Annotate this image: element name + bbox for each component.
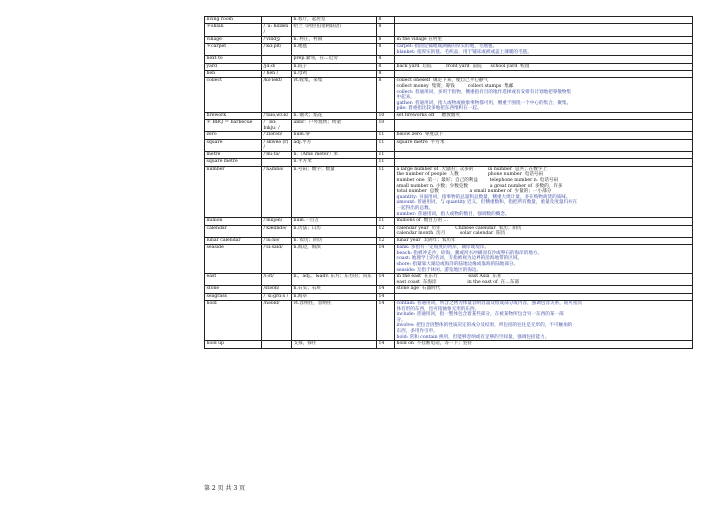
phonetic-cell: / ˈ bɑː bɪkjuː / xyxy=(262,120,292,132)
note-line: calendar year 历年 Chinese calendar 农历；阴历 xyxy=(396,225,522,231)
phonetic-cell: /ˈsiːsaɪd/ xyxy=(262,245,292,274)
notes-cell xyxy=(395,112,693,119)
unit-cell: 11 xyxy=(377,152,395,159)
table-row xyxy=(205,112,693,119)
word-cell: lunar calendar xyxy=(205,237,262,244)
word-cell: village xyxy=(205,36,262,43)
word-cell: hold up xyxy=(205,341,262,348)
note-line: carpet: 指固定铺地或满铺的厚实的地，毛地毯。 xyxy=(396,43,498,49)
note-line: a large number of 大量的；众多的 in number 总共；在数字上 xyxy=(396,166,548,172)
phonetic-cell: /kəˈlekt/ xyxy=(262,78,292,113)
unit-cell: 14 xyxy=(377,301,395,341)
unit-cell: 11 xyxy=(377,139,395,151)
unit-cell: 14 xyxy=(377,286,395,293)
notes-cell xyxy=(395,293,693,300)
unit-cell: 8 xyxy=(377,17,395,24)
phonetic-cell xyxy=(262,341,292,348)
phonetic-cell: / ˈsiːgrɑːs / xyxy=(262,293,292,300)
word-cell: firework xyxy=(205,112,262,119)
note-line: number: 普通用词，指人或物的数目，强调数的概念。 xyxy=(396,211,510,217)
phonetic-cell: /ˈkɑːpɪt/ xyxy=(262,43,292,55)
note-line: in the east 在东方 east Asia 东亚 xyxy=(396,274,502,280)
phonetic-cell: /ˈluːnə/ xyxy=(262,237,292,244)
note-line: amount: 普通用词，与 quantity 近义，但侧重数和，指把所有数量，重量及度量归并在 xyxy=(396,200,578,206)
note-line: hold on 不挂断电话，等一下；坚持 xyxy=(396,341,472,347)
meaning-cell: adj.平方 xyxy=(292,139,377,151)
meaning-cell: prep.紧邻，在…近旁 xyxy=(292,56,377,63)
unit-cell: 8 xyxy=(377,43,395,55)
meaning-cell: abbr：户外烧烤；烤架 xyxy=(292,120,377,132)
notes-cell xyxy=(395,17,693,24)
note-line: 中起来。 xyxy=(396,95,415,101)
notes-cell xyxy=(395,78,693,113)
unit-cell: 8 xyxy=(377,24,395,36)
phonetic-cell: /həʊld/ xyxy=(262,301,292,341)
note-line: small number n. 小数；少数克数 a great number of 多数的，许多 xyxy=(396,183,563,189)
meaning-cell: n.平方米 xyxy=(292,159,377,166)
meaning-cell: n.（AmE meter）米 xyxy=(292,152,377,159)
page-footer: 第 2 页 共 3 页 xyxy=(204,485,246,492)
word-cell: next to xyxy=(205,56,262,63)
phonetic-cell: / ˈa: hɑlæn / xyxy=(262,24,292,36)
table-row xyxy=(205,293,693,300)
table-row xyxy=(205,24,693,36)
table-row xyxy=(205,245,693,274)
table-row xyxy=(205,139,693,151)
meaning-cell: 支撑，撑住 xyxy=(292,341,377,348)
notes-cell xyxy=(395,63,693,70)
word-cell: east xyxy=(205,274,262,286)
phonetic-cell xyxy=(262,17,292,24)
note-line: blanket: 指厚实的毯、毛织品，用于铺床或被或盖上薄暖的毛毯。 xyxy=(396,49,532,55)
table-row xyxy=(205,152,693,159)
table-row xyxy=(205,63,693,70)
notes-cell xyxy=(395,70,693,77)
note-line: contain: 普通用词，所含之物为体量容纳容量及组成部分或内容，强调包容关系，既可指具 xyxy=(396,301,583,307)
unit-cell: 11 xyxy=(377,159,395,166)
unit-cell: 11 xyxy=(377,218,395,225)
phonetic-cell xyxy=(262,159,292,166)
unit-cell: 14 xyxy=(377,245,395,274)
word-cell: yard xyxy=(205,63,262,70)
phonetic-cell: /ˈmɪljən/ xyxy=(262,218,292,225)
note-line: seaside: 无指于休闲、游览地区的海边。 xyxy=(396,267,482,273)
phonetic-cell: /iːst/ xyxy=(262,274,292,286)
meaning-cell: n.院子 xyxy=(292,63,377,70)
note-line: bank: 多指有一定坡度的河岸，湖岸或堤岸。 xyxy=(396,245,490,251)
notes-cell xyxy=(395,274,693,286)
notes-cell xyxy=(395,152,693,159)
phonetic-cell: /jɑːd/ xyxy=(262,63,292,70)
word-cell: ＊carpet xyxy=(205,43,262,55)
word-cell: zero xyxy=(205,132,262,139)
unit-cell: 11 xyxy=(377,166,395,217)
table-row xyxy=(205,70,693,77)
meaning-cell: n.客厅，起居室 xyxy=(292,17,377,24)
meaning-cell: n.地毯 xyxy=(292,43,377,55)
word-cell: living room xyxy=(205,17,262,24)
unit-cell: 12 xyxy=(377,225,395,237)
table-row xyxy=(205,286,693,293)
word-cell: collect xyxy=(205,78,262,113)
note-line: involve: 把包含因整体的性质决定的成分及结果，所包括的往往是无形的，不可触加的 xyxy=(396,323,573,329)
phonetic-cell: /ˈvɪlɪdʒ/ xyxy=(262,36,292,43)
note-line: pile: 着重指比较多地把东西堆积在一起。 xyxy=(396,106,482,112)
note-line: in the village 在村里 xyxy=(396,36,443,42)
table-row xyxy=(205,120,693,132)
notes-cell xyxy=(395,218,693,225)
notes-cell xyxy=(395,139,693,151)
word-cell: square metre xyxy=(205,159,262,166)
unit-cell: 8 xyxy=(377,63,395,70)
notes-cell xyxy=(395,166,693,217)
unit-cell: 14 xyxy=(377,274,395,286)
table-row xyxy=(205,237,693,244)
word-cell: seaside xyxy=(205,245,262,274)
notes-cell xyxy=(395,159,693,166)
word-cell: calendar xyxy=(205,225,262,237)
word-cell: million xyxy=(205,218,262,225)
note-line: 分。 xyxy=(396,317,406,323)
unit-cell: 8 xyxy=(377,56,395,63)
note-line: below zero 零度以下 xyxy=(396,132,444,138)
meaning-cell: n.历法；日历 xyxy=(292,225,377,237)
meaning-cell: n. 烟火；焰花 xyxy=(292,112,377,119)
note-line: stone age 石器时代 xyxy=(396,286,441,292)
notes-cell xyxy=(395,43,693,55)
notes-cell xyxy=(395,245,693,274)
meaning-cell: n.号码；数字；数量 xyxy=(292,166,377,217)
note-line: 体有形的东西，也可指抽象无形的东西。 xyxy=(396,306,480,312)
phonetic-cell: /ˈmiːtə/ xyxy=(262,152,292,159)
notes-cell xyxy=(395,36,693,43)
note-line: beach: 指被冲走沙，碎海，潮或河水冲刷而有沙或卵石的海岸的地方。 xyxy=(396,250,543,256)
phonetic-cell: / skweə (r) / xyxy=(262,139,292,151)
word-cell: hen xyxy=(205,70,262,77)
word-cell: square xyxy=(205,139,262,151)
note-line: quantity: 书面用词，指事物的总量和总数量，侧重大批计量，多在购物商货的质味。 xyxy=(396,194,571,200)
meaning-cell: num.一百万 xyxy=(292,218,377,225)
note-line: set fireworks off 燃放烟火 xyxy=(396,112,461,118)
meaning-cell: n.母鸡 xyxy=(292,70,377,77)
meaning-cell: num.零 xyxy=(292,132,377,139)
notes-cell xyxy=(395,24,693,36)
unit-cell: 11 xyxy=(377,132,395,139)
notes-cell xyxy=(395,341,693,348)
note-line: total number 总数 a small number of 少量的；一小部分 xyxy=(396,189,552,195)
phonetic-cell: /ˈfaɪəˌwɜːk/ xyxy=(262,112,292,119)
notes-cell xyxy=(395,286,693,293)
note-line: lunar year 太阴年；农历年 xyxy=(396,237,456,243)
table-row xyxy=(205,36,693,43)
unit-cell: 8 xyxy=(377,70,395,77)
note-line: number one 第一；最好；自己的利益 telephone number n. 电话号码 xyxy=(396,178,559,184)
table-row xyxy=(205,78,693,113)
word-cell: hold xyxy=(205,301,262,341)
note-line: square metre 平方米 xyxy=(396,139,445,145)
meaning-cell: n.，adj.，&adv. 东方；东方的；向东 xyxy=(292,274,377,286)
word-cell: number xyxy=(205,166,262,217)
note-line: the number of people 人数 phone number 电话号码 xyxy=(396,172,544,178)
notes-cell xyxy=(395,225,693,237)
note-line: collect oneself 镇定下来，使自己平心静气 xyxy=(396,78,489,84)
vocabulary-table-body xyxy=(205,17,693,349)
note-line: hold: 常和 contain 换用，但能够容纳或有足够的空间量，强调包括能力。 xyxy=(396,334,550,340)
word-cell: seagrass xyxy=(205,293,262,300)
unit-cell: 10 xyxy=(377,112,395,119)
note-line: back yard 后院 front yard 前院 school yard 校园 xyxy=(396,63,530,69)
word-cell: ＊ BBQ ＝ barbecue xyxy=(205,120,262,132)
notes-cell xyxy=(395,237,693,244)
unit-cell: 8 xyxy=(377,36,395,43)
table-row xyxy=(205,225,693,237)
phonetic-cell: /ˈnʌmbə/ xyxy=(262,166,292,217)
table-row xyxy=(205,132,693,139)
note-line: east coast 东海岸 in the east of 在…东部 xyxy=(396,279,520,285)
unit-cell: 12 xyxy=(377,237,395,244)
unit-cell: 14 xyxy=(377,293,395,300)
table-row xyxy=(205,159,693,166)
note-line: calendar month 历月 solar calendar 阳历 xyxy=(396,231,506,237)
notes-cell xyxy=(395,301,693,341)
note-line: millions of 数百万的 … xyxy=(396,218,449,224)
notes-cell xyxy=(395,132,693,139)
phonetic-cell: /ˈkælɪndə/ xyxy=(262,225,292,237)
note-line: collect: 普通用词，多用于指物，侧重指有目的地作选择或有安排有计划地把零散物集 xyxy=(396,89,572,95)
table-row xyxy=(205,43,693,55)
meaning-cell: 哈兰（阿拉伯语阿联语） xyxy=(292,24,377,36)
meaning-cell: n.海边，海滨 xyxy=(292,245,377,274)
note-line: gather: 普通用词，指人或物或抽象事物都可用，侧重于围绕一个中心的集合，聚集。 xyxy=(396,100,572,106)
note-line: collect money 集资；筹钱 collect stamps 集邮 xyxy=(396,83,514,89)
table-row xyxy=(205,56,693,63)
table-row xyxy=(205,341,693,348)
meaning-cell: n. 农历；阴历 xyxy=(292,237,377,244)
note-line: coast: 地理学上的名词，专指被视为边界的沿海地带的区域。 xyxy=(396,256,523,262)
unit-cell: 8 xyxy=(377,78,395,113)
note-line: shore: 指紧靠大湖边或海洋的陆地边缘或靠海的陆地部分。 xyxy=(396,261,519,267)
unit-cell: 10 xyxy=(377,120,395,132)
word-cell: ＊shlan xyxy=(205,24,262,36)
meaning-cell: vt.收集，采集 xyxy=(292,78,377,113)
meaning-cell: n.海草 xyxy=(292,293,377,300)
phonetic-cell xyxy=(262,56,292,63)
phonetic-cell: /stəʊn/ xyxy=(262,286,292,293)
table-row xyxy=(205,274,693,286)
note-line: 东西，多用作引申。 xyxy=(396,329,438,335)
meaning-cell: n. 村庄，村镇 xyxy=(292,36,377,43)
word-cell: metre xyxy=(205,152,262,159)
vocabulary-table xyxy=(204,16,693,349)
table-row xyxy=(205,166,693,217)
unit-cell: 14 xyxy=(377,341,395,348)
meaning-cell: vt.容纳住，容纳住 xyxy=(292,301,377,341)
meaning-cell: n.石头；石块 xyxy=(292,286,377,293)
notes-cell xyxy=(395,56,693,63)
note-line: 一起得出的总数。 xyxy=(396,205,434,211)
table-row xyxy=(205,301,693,341)
phonetic-cell: /ˈzɪərəʊ/ xyxy=(262,132,292,139)
word-cell: stone xyxy=(205,286,262,293)
phonetic-cell: / hen / xyxy=(262,70,292,77)
notes-cell xyxy=(395,120,693,132)
table-row xyxy=(205,17,693,24)
note-line: include: 普通用词，指一整体包含着某些部分，在被某物所包含另一东西的某一部 xyxy=(396,312,564,318)
table-row xyxy=(205,218,693,225)
